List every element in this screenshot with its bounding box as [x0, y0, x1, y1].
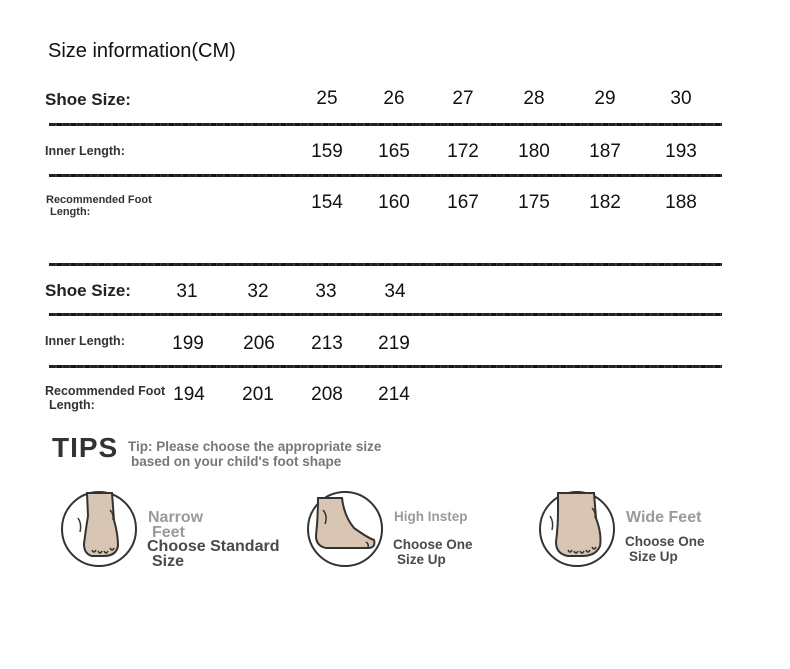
advice-line: Size [152, 553, 185, 570]
high-instep-foot-icon [306, 490, 384, 568]
recommended-cell: 182 [589, 192, 621, 213]
page-title: Size information(CM) [48, 40, 236, 62]
size-cell: 27 [452, 88, 474, 109]
recommended-cell: 188 [665, 192, 697, 213]
inner-length-cell: 172 [447, 141, 479, 162]
label-line: Length: [49, 398, 95, 412]
inner-length-label: Inner Length: [45, 144, 125, 158]
row-divider [49, 263, 722, 266]
label-line: Recommended Foot [45, 384, 166, 398]
shoe-size-label: Shoe Size: [45, 281, 131, 300]
recommended-cell: 194 [173, 384, 205, 405]
size-cell: 29 [594, 88, 616, 109]
label-line: Recommended Foot [46, 194, 152, 206]
label-line: Length: [50, 206, 91, 218]
row-divider [49, 174, 722, 177]
recommended-foot-length-label [45, 384, 165, 412]
advice-line: Choose One [393, 537, 473, 552]
inner-length-cell: 199 [172, 333, 204, 354]
foot-type-advice [625, 534, 705, 564]
row-divider [49, 123, 722, 126]
tips-heading: TIPS [52, 432, 119, 463]
inner-length-cell: 180 [518, 141, 550, 162]
inner-length-label: Inner Length: [45, 334, 125, 348]
recommended-cell: 208 [311, 384, 343, 405]
inner-length-cell: 219 [378, 333, 410, 354]
size-cell: 26 [383, 88, 405, 109]
size-cell: 25 [316, 88, 338, 109]
tip-line: based on your child's foot shape [131, 454, 342, 469]
size-cell: 32 [247, 281, 269, 302]
recommended-cell: 201 [242, 384, 274, 405]
row-divider [49, 365, 722, 368]
recommended-cell: 154 [311, 192, 343, 213]
foot-type-line: Feet [152, 524, 185, 541]
tip-text [128, 439, 381, 469]
recommended-cell: 167 [447, 192, 479, 213]
size-cell: 33 [315, 281, 337, 302]
advice-line: Choose One [625, 534, 705, 549]
foot-type-name: High Instep [394, 509, 468, 524]
foot-type-line: Narrow [148, 509, 204, 526]
foot-type-name: Wide Feet [626, 509, 702, 526]
foot-type-advice [147, 539, 279, 569]
wide-foot-icon [538, 490, 616, 568]
inner-length-cell: 206 [243, 333, 275, 354]
recommended-cell: 160 [378, 192, 410, 213]
recommended-cell: 214 [378, 384, 410, 405]
foot-type-name [148, 510, 203, 540]
advice-line: Choose Standard [147, 538, 280, 555]
inner-length-cell: 193 [665, 141, 697, 162]
inner-length-cell: 165 [378, 141, 410, 162]
recommended-cell: 175 [518, 192, 550, 213]
advice-line: Size Up [629, 549, 678, 564]
advice-line: Size Up [397, 552, 446, 567]
size-cell: 31 [176, 281, 198, 302]
size-cell: 28 [523, 88, 545, 109]
tip-line: Tip: Please choose the appropriate size [128, 439, 382, 454]
size-cell: 34 [384, 281, 406, 302]
inner-length-cell: 187 [589, 141, 621, 162]
foot-type-advice [393, 537, 473, 567]
row-divider [49, 313, 722, 316]
narrow-foot-icon [60, 490, 138, 568]
inner-length-cell: 213 [311, 333, 343, 354]
inner-length-cell: 159 [311, 141, 343, 162]
size-cell: 30 [670, 88, 692, 109]
shoe-size-label: Shoe Size: [45, 90, 131, 109]
recommended-foot-length-label [46, 194, 152, 218]
